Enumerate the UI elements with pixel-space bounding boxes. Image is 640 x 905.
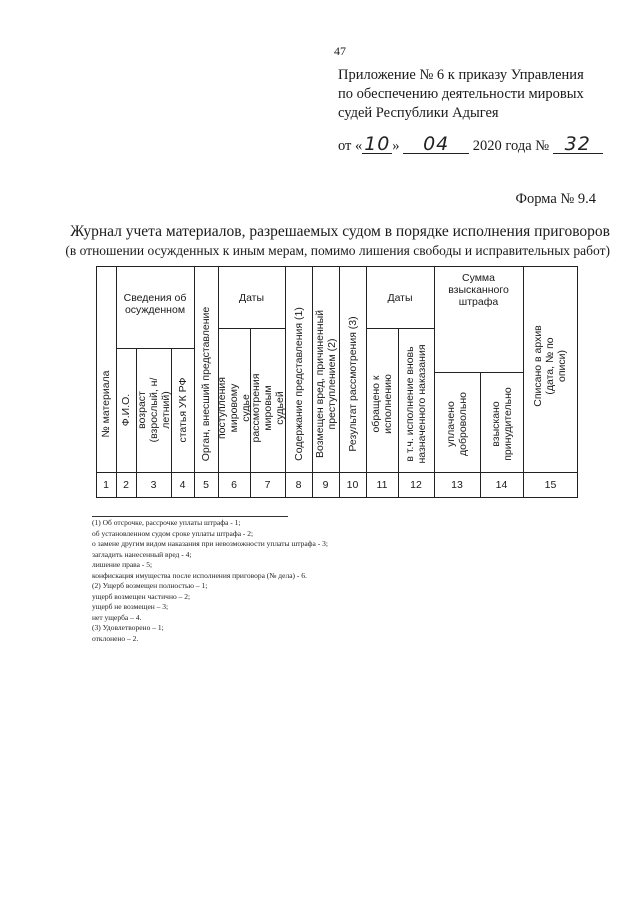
footnote-line: (2) Ущерб возмещен полностью – 1;: [92, 581, 208, 590]
appendix-heading: [338, 66, 628, 123]
column-number: 8: [295, 479, 302, 491]
header-age: возраст (взрослый, н/летний): [136, 377, 172, 443]
header-new-punishment: в т.ч. исполнение вновь назначенного наказания: [404, 344, 428, 464]
header-reviewed-by-judge: рассмотрения мировым судьей: [250, 373, 286, 443]
journal-title: Журнал учета материалов, разрешаемых судом в порядке исполнения приговоров: [70, 223, 610, 240]
column-number: 11: [376, 479, 388, 491]
header-paid-voluntarily: уплачено добровольно: [445, 392, 469, 456]
column-number: 13: [451, 479, 463, 491]
column-number: 14: [495, 479, 508, 491]
header-executed: обращено к исполнению: [370, 374, 394, 434]
header-criminal-article: статья УК РФ: [177, 377, 189, 443]
header-dates-group-2: Даты: [387, 292, 413, 304]
appendix-line-3: судей Республики Адыгея: [338, 105, 499, 121]
appendix-line-1: Приложение № 6 к приказу Управления: [338, 67, 584, 83]
column-number: 7: [264, 479, 271, 491]
footnote-line: об установленном судом сроке уплаты штрафа - 2;: [92, 528, 254, 538]
column-number: 12: [410, 479, 422, 491]
header-received-by-judge: поступления мировому судье: [216, 377, 252, 439]
date-mid: »: [392, 138, 400, 154]
footnote-line: загладить нанесенный вред - 4;: [92, 549, 192, 559]
page-number: 47: [334, 44, 346, 58]
column-number: 5: [203, 479, 209, 491]
column-number: 3: [150, 479, 157, 491]
footnote-separator: [92, 516, 288, 517]
order-date-line: [338, 133, 603, 155]
journal-subtitle: (в отношении осужденных к иным мерам, помимо лишения свободы и исправительных работ): [65, 243, 610, 258]
header-convict-group: Сведения об осужденном: [123, 292, 187, 316]
header-archived: Списано в архив (дата, № по описи): [532, 325, 568, 407]
date-year: 2020 года №: [472, 138, 550, 154]
order-number: 32: [553, 136, 603, 154]
footnote-line: ущерб возмещен частично – 2;: [92, 591, 191, 601]
date-day: 10: [364, 133, 391, 155]
header-full-name: Ф.И.О.: [120, 393, 132, 427]
footnote-line: (1) Об отсрочке, рассрочке уплаты штрафа - 1;: [92, 518, 241, 527]
column-number: 4: [179, 479, 186, 491]
date-prefix: от «: [338, 138, 363, 154]
footnote-line: отклонено – 2.: [92, 633, 139, 643]
header-review-result: Результат рассмотрения (3): [347, 316, 359, 452]
header-collected-forcibly: взыскано принудительно: [490, 387, 514, 461]
column-number: 6: [231, 479, 237, 491]
column-number: 10: [346, 479, 359, 491]
header-dates-group-1: Даты: [238, 292, 265, 304]
footnotes: [92, 518, 412, 644]
form-number: Форма № 9.4: [515, 191, 596, 207]
header-submission-content: Содержание представления (1): [293, 307, 305, 461]
header-damage-compensated: Возмещен вред, причиненный преступлением (2): [314, 309, 338, 459]
footnote-line: о замене другим видом наказания при невозможности уплаты штрафа - 3;: [92, 539, 328, 548]
footnote-line: (3) Удовлетворено – 1;: [92, 623, 164, 632]
header-submitting-body: Орган, внесший представление: [200, 306, 212, 462]
appendix-line-2: по обеспечению деятельности мировых: [338, 86, 584, 102]
column-number: 9: [322, 479, 329, 491]
journal-table: [96, 266, 578, 498]
footnote-line: нет ущерба – 4.: [92, 612, 142, 622]
column-number: 1: [103, 479, 109, 491]
footnote-line: конфискация имущества после исполнения приговора (№ дела) - 6.: [92, 570, 307, 580]
footnote-line: лишение права - 5;: [92, 560, 153, 569]
header-material-number: № материала: [100, 370, 112, 438]
column-number: 2: [123, 479, 129, 491]
header-fine-group: Сумма взысканного штрафа: [448, 272, 509, 308]
column-number: 15: [544, 479, 557, 491]
date-month: 04: [403, 136, 469, 154]
footnote-line: ущерб не возмещен – 3;: [92, 602, 169, 611]
